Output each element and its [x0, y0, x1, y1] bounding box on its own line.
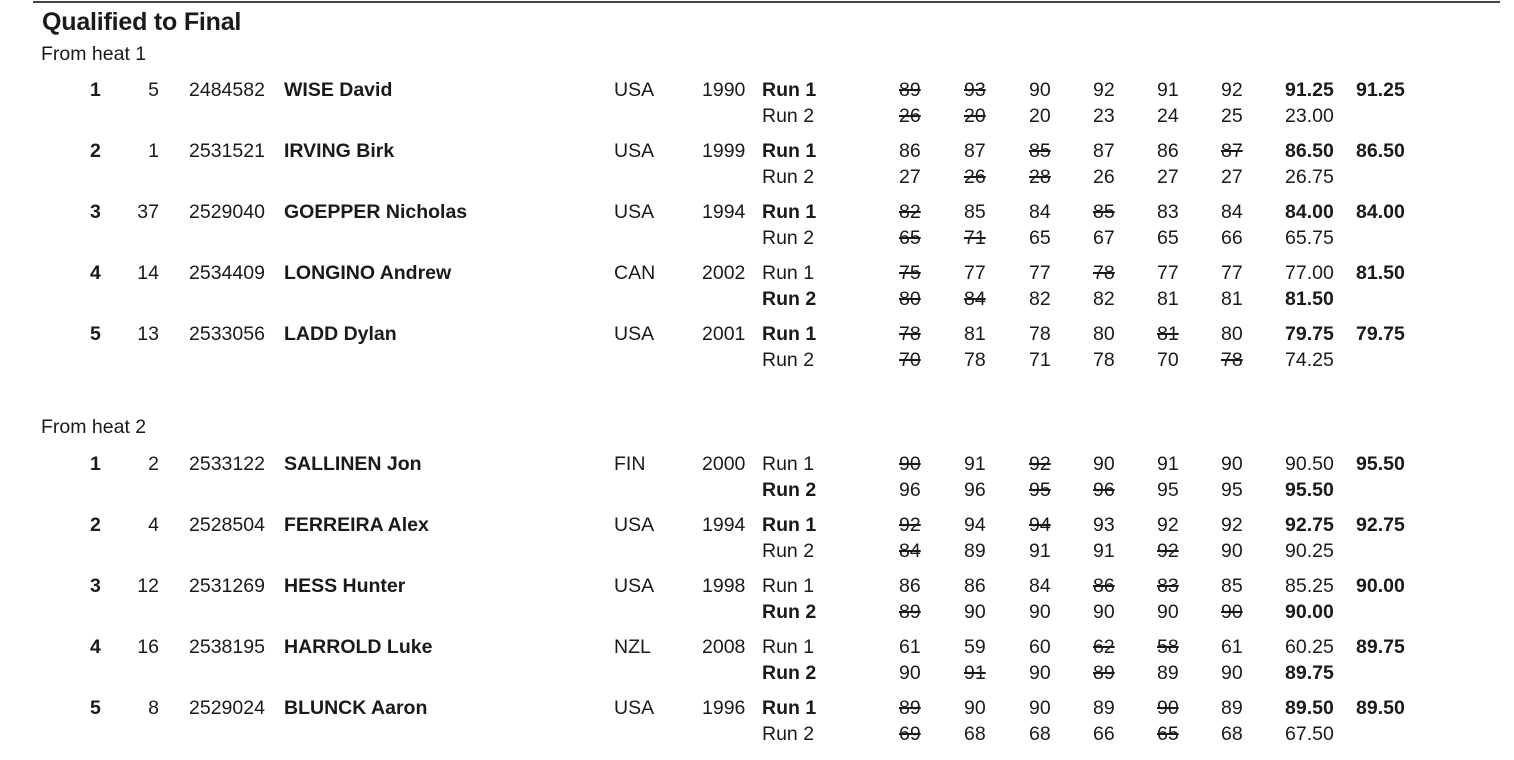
judge-score: 78 [1029, 323, 1051, 345]
run-label: Run 2 [762, 601, 817, 623]
year-of-birth: 1999 [702, 140, 746, 162]
judge-score-dropped: 62 [1093, 636, 1115, 658]
best-score: 84.00 [1356, 201, 1405, 223]
judge-score-dropped: 92 [899, 514, 921, 536]
judge-score: 65 [1029, 227, 1051, 249]
run-label: Run 1 [762, 323, 817, 345]
judge-score: 91 [1157, 79, 1179, 101]
best-score: 86.50 [1356, 140, 1405, 162]
judge-score: 81 [964, 323, 986, 345]
judge-score: 68 [1221, 723, 1243, 745]
fis-code: 2484582 [189, 79, 265, 101]
athlete-row [0, 573, 1514, 629]
judge-score: 78 [964, 349, 986, 371]
judge-score: 90 [1029, 662, 1051, 684]
athlete-row [0, 321, 1514, 377]
nation: USA [614, 323, 655, 345]
judge-score-dropped: 94 [1029, 514, 1051, 536]
judge-score: 96 [964, 479, 986, 501]
run-label: Run 2 [762, 662, 817, 684]
run-label: Run 2 [762, 349, 815, 371]
judge-score: 81 [1157, 288, 1179, 310]
nation: USA [614, 514, 655, 536]
run-label: Run 1 [762, 262, 815, 284]
judge-score-dropped: 89 [1093, 662, 1115, 684]
year-of-birth: 1990 [702, 79, 746, 101]
judge-score-dropped: 84 [899, 540, 921, 562]
fis-code: 2533056 [189, 323, 265, 345]
judge-score-dropped: 75 [899, 262, 921, 284]
athlete-name: FERREIRA Alex [284, 514, 429, 536]
judge-score: 59 [964, 636, 986, 658]
nation: USA [614, 201, 655, 223]
judge-score: 25 [1221, 105, 1243, 127]
judge-score: 86 [964, 575, 986, 597]
rank: 2 [90, 514, 101, 536]
fis-code: 2534409 [189, 262, 265, 284]
run-score: 23.00 [1285, 105, 1334, 127]
judge-score-dropped: 82 [899, 201, 921, 223]
judge-score-dropped: 92 [1157, 540, 1179, 562]
judge-score: 90 [1029, 601, 1051, 623]
judge-score-dropped: 96 [1093, 479, 1115, 501]
judge-score: 68 [1029, 723, 1051, 745]
judge-score-dropped: 81 [1157, 323, 1179, 345]
run-label: Run 2 [762, 166, 815, 188]
run-label: Run 1 [762, 697, 817, 719]
run-label: Run 1 [762, 575, 815, 597]
rank: 1 [90, 79, 101, 101]
rank: 3 [90, 575, 101, 597]
judge-score-dropped: 20 [964, 105, 986, 127]
judge-score: 90 [1221, 540, 1243, 562]
judge-score: 90 [1221, 662, 1243, 684]
run-score: 77.00 [1285, 262, 1334, 284]
run-label: Run 1 [762, 514, 817, 536]
run-label: Run 1 [762, 201, 817, 223]
best-score: 91.25 [1356, 79, 1405, 101]
judge-score-dropped: 89 [899, 697, 921, 719]
judge-score-dropped: 28 [1029, 166, 1051, 188]
run-score: 84.00 [1285, 201, 1334, 223]
athlete-name: LADD Dylan [284, 323, 397, 345]
judge-score: 87 [1093, 140, 1115, 162]
judge-score: 90 [1093, 601, 1115, 623]
judge-score-dropped: 87 [1221, 140, 1243, 162]
judge-score: 84 [1029, 201, 1051, 223]
judge-score: 90 [964, 601, 986, 623]
run-score: 26.75 [1285, 166, 1334, 188]
run-score: 60.25 [1285, 636, 1334, 658]
judge-score: 27 [1221, 166, 1243, 188]
judge-score: 87 [964, 140, 986, 162]
judge-score-dropped: 91 [964, 662, 986, 684]
judge-score-dropped: 78 [1221, 349, 1243, 371]
year-of-birth: 1996 [702, 697, 746, 719]
judge-score-dropped: 85 [1029, 140, 1051, 162]
judge-score-dropped: 78 [1093, 262, 1115, 284]
best-score: 79.75 [1356, 323, 1405, 345]
athlete-row [0, 634, 1514, 690]
judge-score-dropped: 83 [1157, 575, 1179, 597]
judge-score: 20 [1029, 105, 1051, 127]
judge-score-dropped: 80 [899, 288, 921, 310]
year-of-birth: 1998 [702, 575, 746, 597]
run-score: 89.50 [1285, 697, 1334, 719]
judge-score-dropped: 26 [964, 166, 986, 188]
nation: FIN [614, 453, 646, 475]
rank: 3 [90, 201, 101, 223]
best-score: 81.50 [1356, 262, 1405, 284]
judge-score-dropped: 84 [964, 288, 986, 310]
run-score: 90.50 [1285, 453, 1334, 475]
judge-score: 90 [899, 662, 921, 684]
judge-score: 77 [964, 262, 986, 284]
judge-score: 90 [1093, 453, 1115, 475]
judge-score: 81 [1221, 288, 1243, 310]
judge-score-dropped: 90 [1221, 601, 1243, 623]
judge-score: 77 [1029, 262, 1051, 284]
judge-score: 90 [1221, 453, 1243, 475]
run-label: Run 2 [762, 723, 815, 745]
judge-score: 85 [964, 201, 986, 223]
judge-score: 89 [1093, 697, 1115, 719]
athlete-name: WISE David [284, 79, 393, 101]
judge-score: 71 [1029, 349, 1051, 371]
fis-code: 2529040 [189, 201, 265, 223]
judge-score: 92 [1221, 514, 1243, 536]
run-score: 85.25 [1285, 575, 1334, 597]
judge-score: 82 [1093, 288, 1115, 310]
run-label: Run 2 [762, 540, 815, 562]
nation: CAN [614, 262, 656, 284]
year-of-birth: 2002 [702, 262, 746, 284]
judge-score: 27 [1157, 166, 1179, 188]
judge-score: 23 [1093, 105, 1115, 127]
run-score: 92.75 [1285, 514, 1334, 536]
fis-code: 2531521 [189, 140, 265, 162]
judge-score-dropped: 78 [899, 323, 921, 345]
judge-score-dropped: 85 [1093, 201, 1115, 223]
fis-code: 2538195 [189, 636, 265, 658]
athlete-name: HARROLD Luke [284, 636, 433, 658]
year-of-birth: 1994 [702, 514, 746, 536]
run-score: 79.75 [1285, 323, 1334, 345]
judge-score: 67 [1093, 227, 1115, 249]
fis-code: 2531269 [189, 575, 265, 597]
judge-score: 89 [1221, 697, 1243, 719]
judge-score: 91 [1093, 540, 1115, 562]
judge-score-dropped: 65 [899, 227, 921, 249]
page-title: Qualified to Final [42, 8, 242, 36]
run-score: 67.50 [1285, 723, 1334, 745]
run-label: Run 1 [762, 79, 817, 101]
judge-score-dropped: 70 [899, 349, 921, 371]
run-score: 90.25 [1285, 540, 1334, 562]
judge-score: 90 [1157, 601, 1179, 623]
year-of-birth: 1994 [702, 201, 746, 223]
run-score: 90.00 [1285, 601, 1334, 623]
judge-score-dropped: 89 [899, 601, 921, 623]
judge-score: 78 [1093, 349, 1115, 371]
judge-score-dropped: 89 [899, 79, 921, 101]
run-score: 74.25 [1285, 349, 1334, 371]
judge-score: 90 [964, 697, 986, 719]
bib-number: 37 [137, 201, 159, 223]
run-score: 86.50 [1285, 140, 1334, 162]
judge-score: 90 [1029, 697, 1051, 719]
best-score: 90.00 [1356, 575, 1405, 597]
nation: USA [614, 575, 655, 597]
athlete-row [0, 199, 1514, 255]
judge-score: 66 [1093, 723, 1115, 745]
judge-score-dropped: 86 [1093, 575, 1115, 597]
best-score: 95.50 [1356, 453, 1405, 475]
best-score: 89.50 [1356, 697, 1405, 719]
judge-score: 70 [1157, 349, 1179, 371]
judge-score: 84 [1221, 201, 1243, 223]
bib-number: 4 [148, 514, 159, 536]
judge-score: 61 [1221, 636, 1243, 658]
judge-score: 86 [899, 575, 921, 597]
fis-code: 2528504 [189, 514, 265, 536]
fis-code: 2533122 [189, 453, 265, 475]
judge-score: 83 [1157, 201, 1179, 223]
rank: 5 [90, 323, 101, 345]
bib-number: 5 [148, 79, 159, 101]
judge-score-dropped: 95 [1029, 479, 1051, 501]
nation: USA [614, 140, 655, 162]
rank: 5 [90, 697, 101, 719]
athlete-name: SALLINEN Jon [284, 453, 422, 475]
judge-score-dropped: 26 [899, 105, 921, 127]
run-label: Run 1 [762, 636, 815, 658]
athlete-name: HESS Hunter [284, 575, 406, 597]
judge-score: 68 [964, 723, 986, 745]
nation: USA [614, 697, 655, 719]
athlete-row [0, 451, 1514, 507]
run-score: 65.75 [1285, 227, 1334, 249]
judge-score: 27 [899, 166, 921, 188]
bib-number: 1 [148, 140, 159, 162]
judge-score: 77 [1157, 262, 1179, 284]
judge-score: 80 [1093, 323, 1115, 345]
judge-score: 89 [1157, 662, 1179, 684]
judge-score: 92 [1157, 514, 1179, 536]
judge-score: 82 [1029, 288, 1051, 310]
athlete-row [0, 695, 1514, 751]
judge-score: 91 [964, 453, 986, 475]
athlete-name: GOEPPER Nicholas [284, 201, 468, 223]
judge-score: 86 [899, 140, 921, 162]
judge-score: 95 [1221, 479, 1243, 501]
bib-number: 16 [137, 636, 159, 658]
nation: USA [614, 79, 655, 101]
judge-score: 85 [1221, 575, 1243, 597]
judge-score: 94 [964, 514, 986, 536]
run-score: 91.25 [1285, 79, 1334, 101]
judge-score-dropped: 93 [964, 79, 986, 101]
judge-score-dropped: 90 [899, 453, 921, 475]
judge-score: 89 [964, 540, 986, 562]
judge-score-dropped: 65 [1157, 723, 1179, 745]
judge-score: 77 [1221, 262, 1243, 284]
fis-code: 2529024 [189, 697, 265, 719]
year-of-birth: 2001 [702, 323, 746, 345]
run-score: 81.50 [1285, 288, 1334, 310]
judge-score: 92 [1221, 79, 1243, 101]
run-label: Run 1 [762, 453, 815, 475]
judge-score-dropped: 90 [1157, 697, 1179, 719]
judge-score: 91 [1029, 540, 1051, 562]
run-label: Run 2 [762, 288, 817, 310]
run-label: Run 1 [762, 140, 817, 162]
judge-score-dropped: 58 [1157, 636, 1179, 658]
judge-score: 66 [1221, 227, 1243, 249]
judge-score: 90 [1029, 79, 1051, 101]
judge-score: 61 [899, 636, 921, 658]
best-score: 89.75 [1356, 636, 1405, 658]
run-label: Run 2 [762, 479, 817, 501]
judge-score: 60 [1029, 636, 1051, 658]
nation: NZL [614, 636, 651, 658]
bib-number: 14 [137, 262, 159, 284]
judge-score-dropped: 92 [1029, 453, 1051, 475]
top-rule [33, 1, 1500, 3]
best-score: 92.75 [1356, 514, 1405, 536]
athlete-name: IRVING Birk [284, 140, 395, 162]
heat-label: From heat 1 [41, 43, 147, 65]
judge-score: 96 [899, 479, 921, 501]
run-score: 95.50 [1285, 479, 1334, 501]
athlete-row [0, 512, 1514, 568]
year-of-birth: 2008 [702, 636, 746, 658]
rank: 4 [90, 636, 101, 658]
heat-label: From heat 2 [41, 416, 147, 438]
athlete-name: BLUNCK Aaron [284, 697, 428, 719]
year-of-birth: 2000 [702, 453, 746, 475]
bib-number: 2 [148, 453, 159, 475]
judge-score: 84 [1029, 575, 1051, 597]
judge-score: 65 [1157, 227, 1179, 249]
run-label: Run 2 [762, 105, 815, 127]
athlete-row [0, 77, 1514, 133]
rank: 2 [90, 140, 101, 162]
judge-score-dropped: 69 [899, 723, 921, 745]
judge-score: 26 [1093, 166, 1115, 188]
judge-score: 80 [1221, 323, 1243, 345]
judge-score: 95 [1157, 479, 1179, 501]
judge-score-dropped: 71 [964, 227, 986, 249]
judge-score: 92 [1093, 79, 1115, 101]
judge-score: 91 [1157, 453, 1179, 475]
rank: 1 [90, 453, 101, 475]
judge-score: 93 [1093, 514, 1115, 536]
judge-score: 24 [1157, 105, 1179, 127]
athlete-name: LONGINO Andrew [284, 262, 452, 284]
run-label: Run 2 [762, 227, 815, 249]
run-score: 89.75 [1285, 662, 1334, 684]
athlete-row [0, 260, 1514, 316]
bib-number: 12 [137, 575, 159, 597]
athlete-row [0, 138, 1514, 194]
judge-score: 86 [1157, 140, 1179, 162]
bib-number: 13 [137, 323, 159, 345]
bib-number: 8 [148, 697, 159, 719]
rank: 4 [90, 262, 101, 284]
